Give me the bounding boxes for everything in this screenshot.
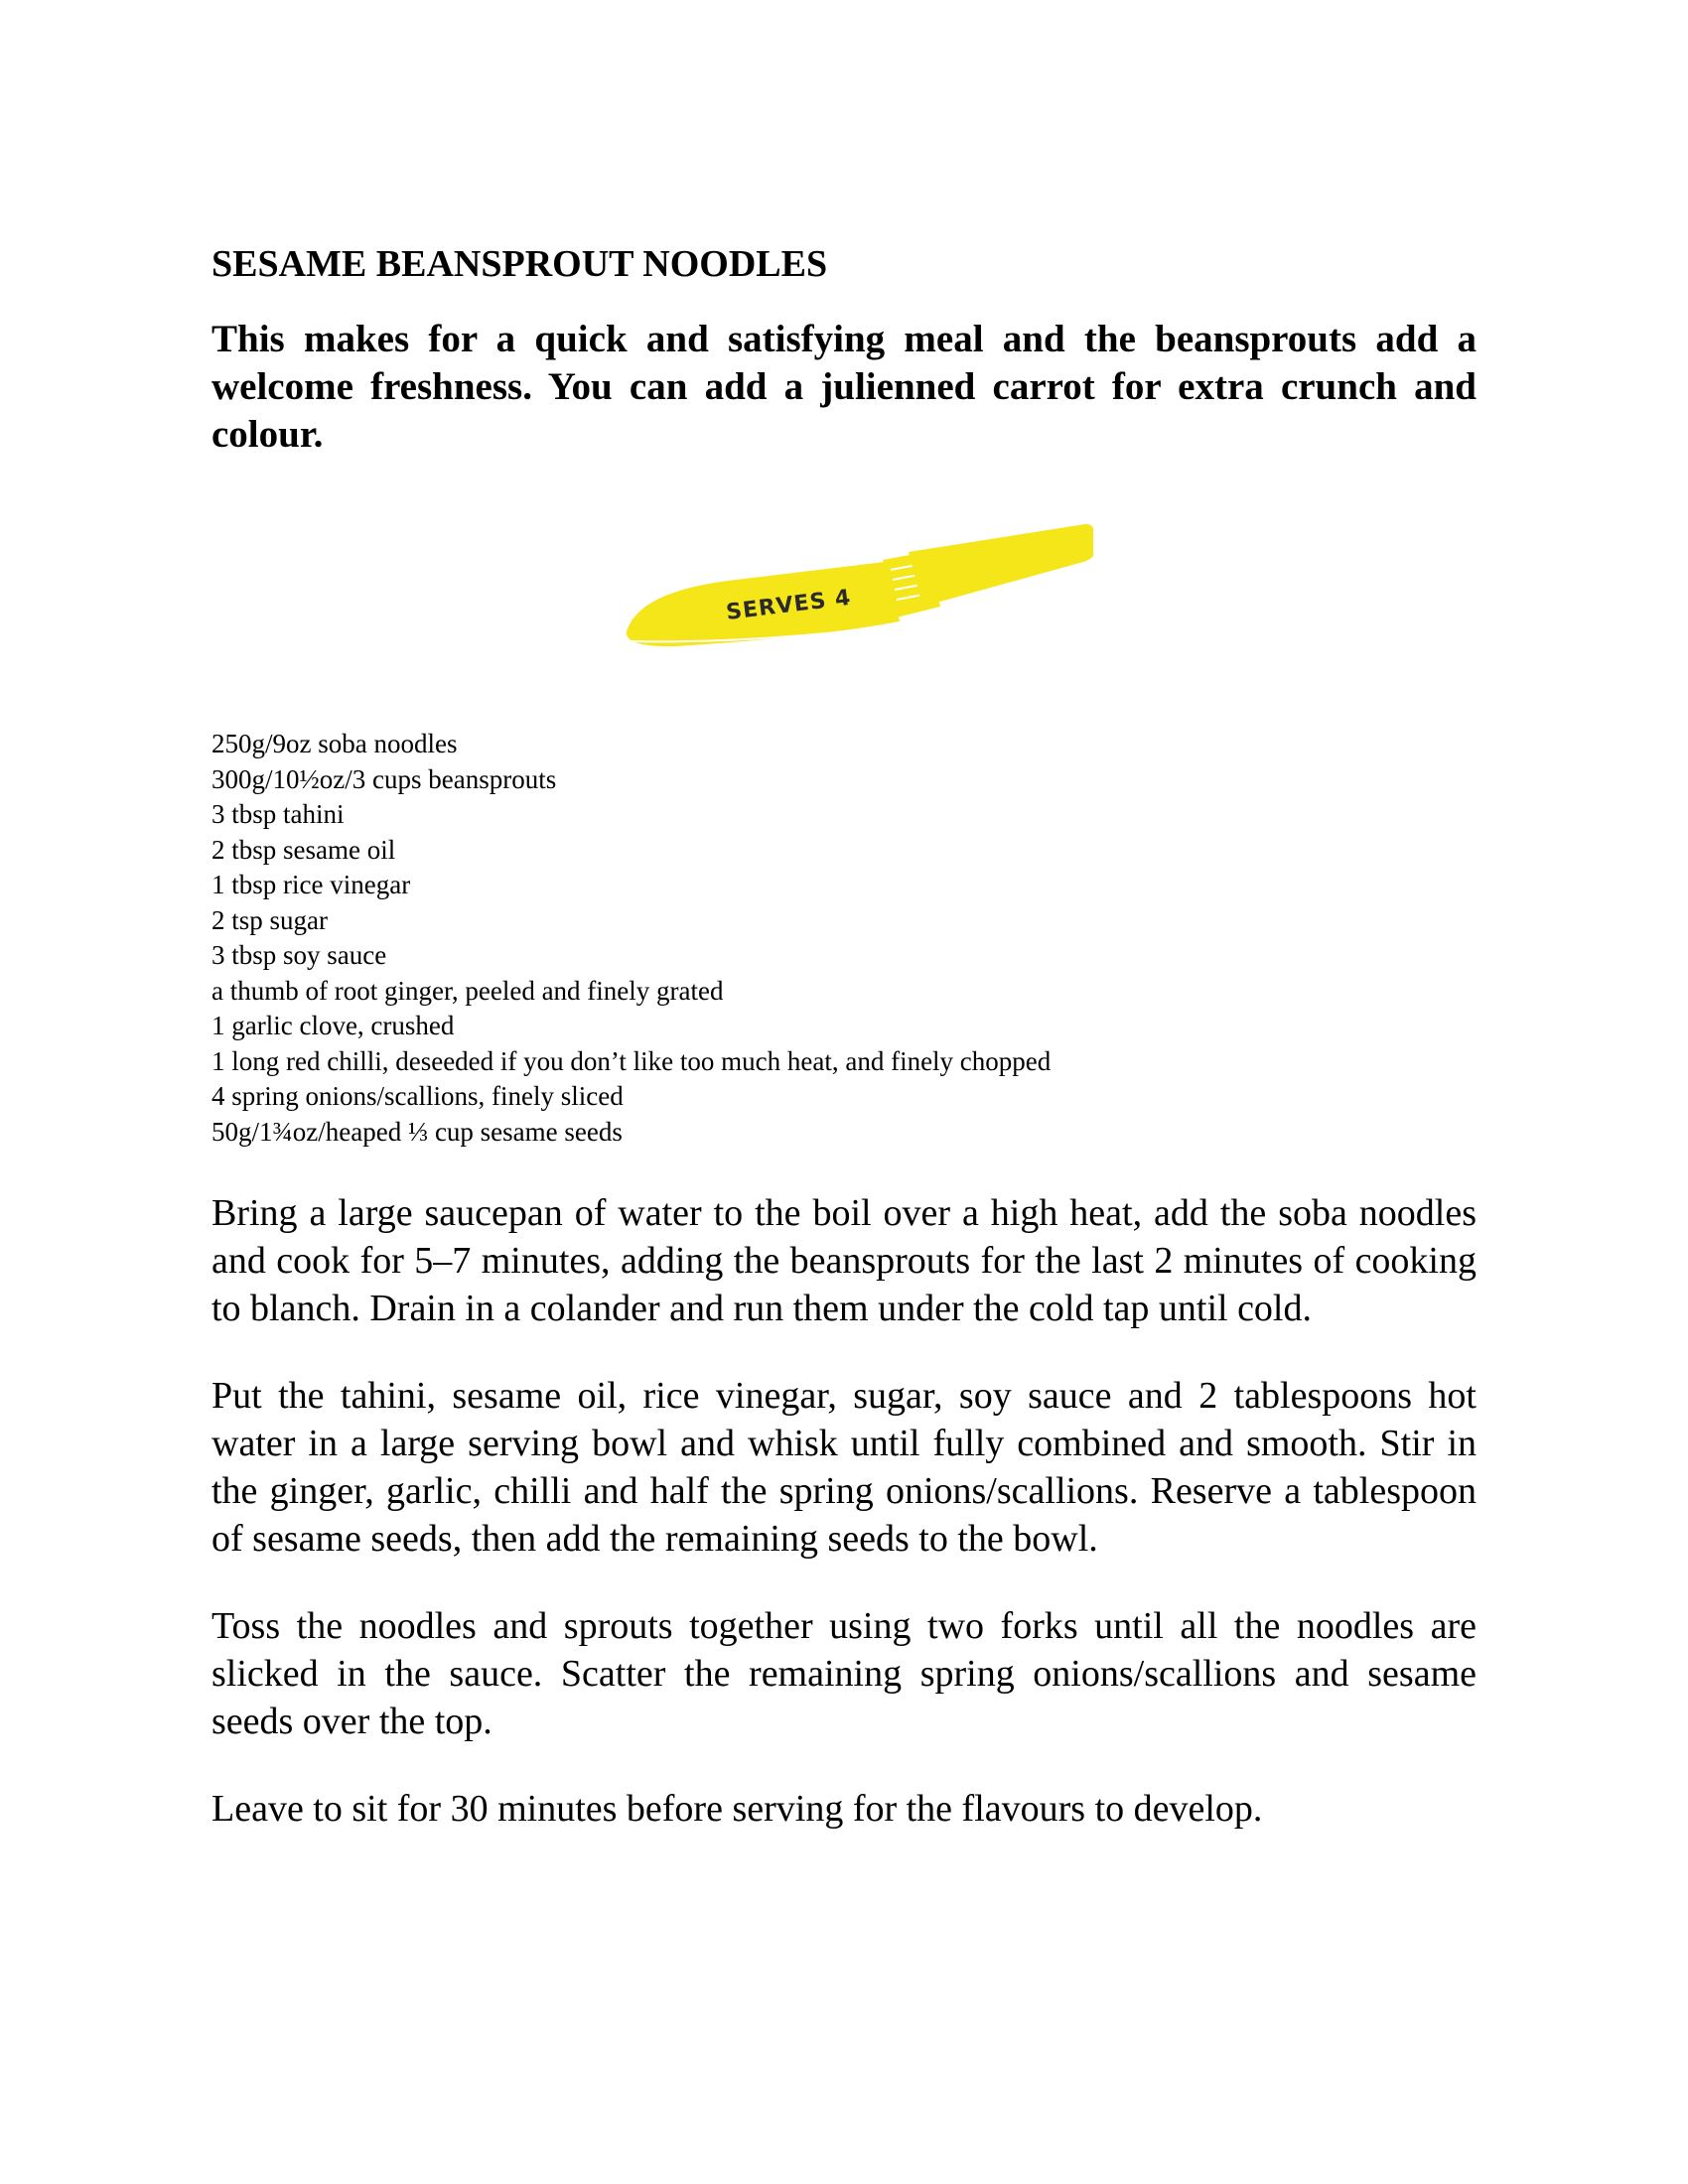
ingredient-item: 1 tbsp rice vinegar <box>211 870 411 899</box>
ingredient-item: 4 spring onions/scallions, finely sliced <box>211 1081 624 1111</box>
method-step-3: Toss the noodles and sprouts together using two forks until all the noodles are slicked in the sauce. Scatter the remaining spring onions/scallions and sesame seeds over the top. <box>211 1605 1477 1742</box>
recipe-intro: This makes for a quick and satisfying meal and the beansprouts add a welcome freshness. You can add a julienned carrot for extra crunch and colour. <box>211 318 1477 456</box>
recipe-page <box>211 238 1477 1872</box>
ingredient-item: 2 tbsp sesame oil <box>211 834 396 865</box>
ingredient-item: a thumb of root ginger, peeled and finely grated <box>211 975 724 1006</box>
ingredient-item: 250g/9oz soba noodles <box>211 729 458 758</box>
ingredient-item: 3 tbsp tahini <box>211 799 345 829</box>
ingredient-item: 50g/1¾oz/heaped ⅓ cup sesame seeds <box>211 1116 623 1147</box>
method-step-4: Leave to sit for 30 minutes before serving for the flavours to develop. <box>211 1788 1263 1830</box>
ingredient-item: 1 long red chilli, deseeded if you don’t like too much heat, and finely chopped <box>211 1045 1052 1076</box>
ingredient-item: 3 tbsp soy sauce <box>211 940 387 970</box>
method-step-2: Put the tahini, sesame oil, rice vinegar, sugar, soy sauce and 2 tablespoons hot water in a large serving bowl and whisk until fully combined and smooth. Stir in the ginger, garlic, chilli and half the spring onions/scallions. Reserve a tablespoon of sesame seeds, then add the remaining seeds to the bowl. <box>211 1375 1477 1560</box>
serves-badge <box>211 502 1477 701</box>
method-section <box>211 1189 1477 1833</box>
ingredient-item: 300g/10½oz/3 cups beansprouts <box>211 763 557 794</box>
ingredients-list <box>211 727 1477 1150</box>
ingredient-item: 2 tsp sugar <box>211 904 328 935</box>
method-step-1: Bring a large saucepan of water to the boil over a high heat, add the soba noodles and cook for 5–7 minutes, adding the beansprouts for the last 2 minutes of cooking to blanch. Drain in a colander and run them under the cold tap until cold. <box>211 1192 1477 1329</box>
ingredient-item: 1 garlic clove, crushed <box>211 1011 455 1040</box>
serves-label: SERVES 4 <box>724 585 853 625</box>
knife-icon <box>617 502 1093 671</box>
recipe-title: SESAME BEANSPROUT NOODLES <box>211 243 828 285</box>
